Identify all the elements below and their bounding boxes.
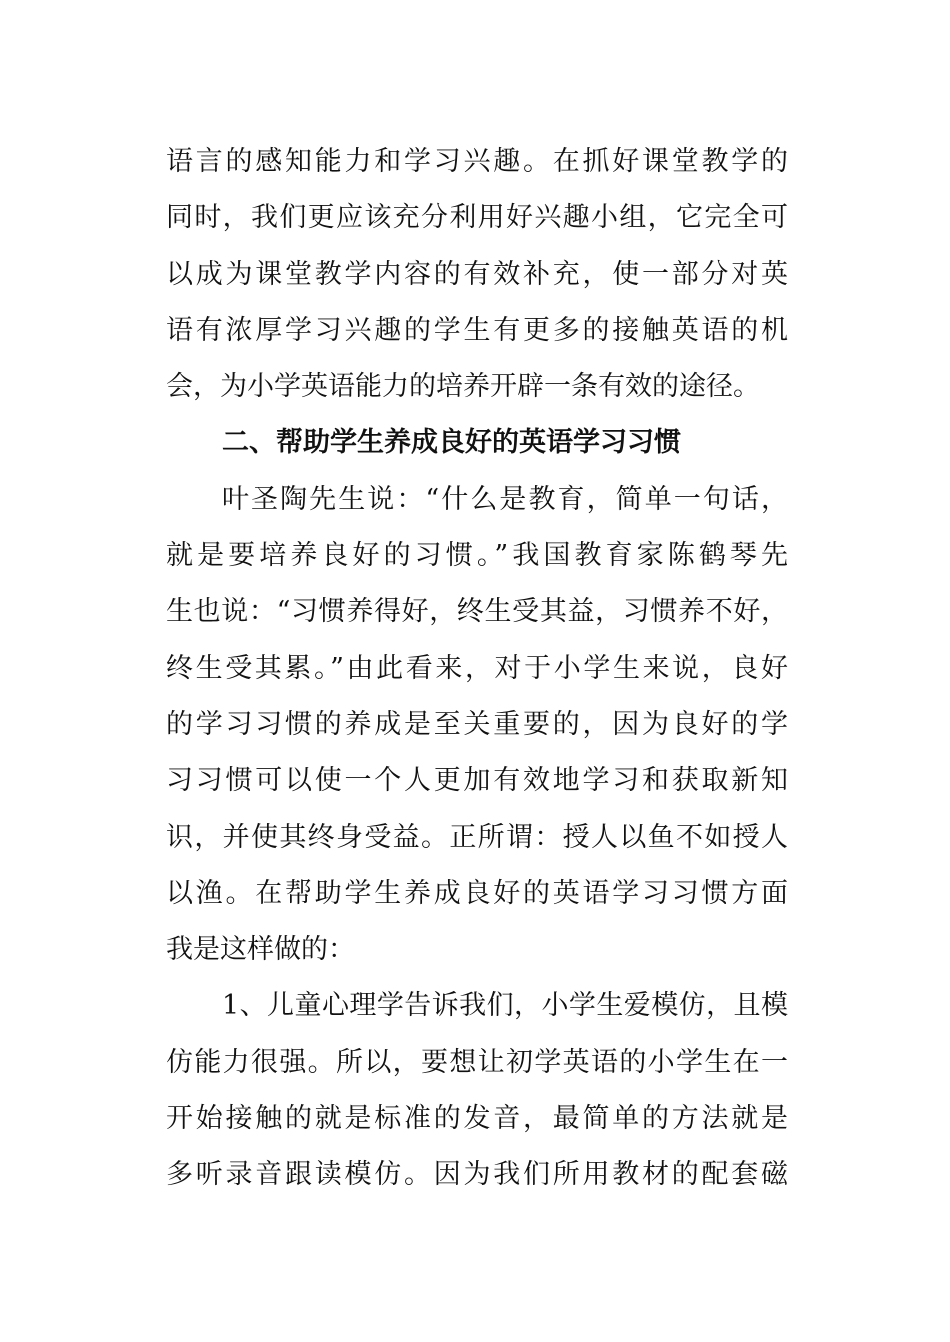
text-line: 终生受其累。”由此看来，对于小学生来说，良好: [166, 652, 788, 684]
text-line: 开始接触的就是标准的发音，最简单的方法就是: [166, 1103, 788, 1135]
section-heading: 二、帮助学生养成良好的英语学习习惯: [222, 427, 681, 459]
text-line: 的学习习惯的养成是至关重要的，因为良好的学: [166, 708, 788, 740]
body-text: [166, 134, 788, 1204]
text-line: 会，为小学英语能力的培养开辟一条有效的途径。: [166, 371, 760, 403]
text-line: 1、儿童心理学告诉我们，小学生爱模仿，且模: [222, 990, 788, 1022]
text-line: 叶圣陶先生说：“什么是教育，简单一句话，: [222, 483, 788, 515]
text-line: 仿能力很强。所以，要想让初学英语的小学生在一: [166, 1046, 788, 1078]
text-line: 识，并使其终身受益。正所谓：授人以鱼不如授人: [166, 821, 788, 853]
text-line: 生也说：“习惯养得好，终生受其益，习惯养不好，: [166, 596, 788, 628]
text-line: 我是这样做的：: [166, 934, 355, 966]
text-line: 语言的感知能力和学习兴趣。在抓好课堂教学的: [166, 146, 788, 177]
text-line: 就是要培养良好的习惯。”我国教育家陈鹤琴先: [166, 540, 788, 572]
text-line: 以成为课堂教学内容的有效补充，使一部分对英: [166, 258, 788, 290]
text-line: 语有浓厚学习兴趣的学生有更多的接触英语的机: [166, 314, 788, 346]
text-line: 同时，我们更应该充分利用好兴趣小组，它完全可: [166, 202, 788, 234]
text-line: 习习惯可以使一个人更加有效地学习和获取新知: [166, 765, 788, 797]
text-line: 多听录音跟读模仿。因为我们所用教材的配套磁: [166, 1159, 788, 1191]
text-line: 以渔。在帮助学生养成良好的英语学习习惯方面: [166, 877, 788, 909]
